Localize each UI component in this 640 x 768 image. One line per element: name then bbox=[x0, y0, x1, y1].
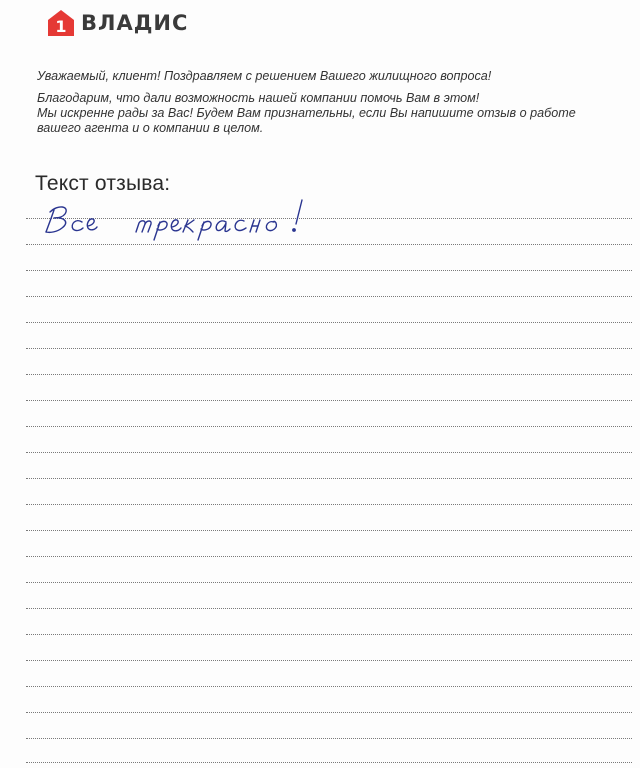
greeting-line: Уважаемый, клиент! Поздравляем с решением Вашего жилищного вопроса! bbox=[37, 69, 492, 83]
ruled-line[interactable] bbox=[26, 582, 632, 583]
ruled-line[interactable] bbox=[26, 322, 632, 323]
intro-line-2: Мы искренне рады за Вас! Будем Вам признательны, если Вы напишите отзыв о работе bbox=[37, 106, 576, 120]
ruled-line[interactable] bbox=[26, 686, 632, 687]
ruled-line[interactable] bbox=[26, 478, 632, 479]
ruled-line[interactable] bbox=[26, 556, 632, 557]
ruled-line[interactable] bbox=[26, 530, 632, 531]
ruled-line[interactable] bbox=[26, 738, 632, 739]
ruled-line[interactable] bbox=[26, 348, 632, 349]
ruled-line[interactable] bbox=[26, 270, 632, 271]
ruled-line[interactable] bbox=[26, 634, 632, 635]
intro-line-1: Благодарим, что дали возможность нашей компании помочь Вам в этом! bbox=[37, 91, 480, 105]
ruled-line[interactable] bbox=[26, 452, 632, 453]
handwritten-review bbox=[40, 196, 360, 246]
intro-line-3: вашего агента и о компании в целом. bbox=[37, 121, 264, 135]
ruled-line[interactable] bbox=[26, 296, 632, 297]
logo-digit: 1 bbox=[55, 17, 67, 36]
ruled-line[interactable] bbox=[26, 608, 632, 609]
ruled-line[interactable] bbox=[26, 660, 632, 661]
ruled-line[interactable] bbox=[26, 400, 632, 401]
review-heading: Текст отзыва: bbox=[35, 172, 171, 195]
ruled-line[interactable] bbox=[26, 504, 632, 505]
ruled-line[interactable] bbox=[26, 374, 632, 375]
ruled-lines bbox=[26, 0, 632, 768]
brand-name: ВЛАДИС bbox=[81, 11, 189, 35]
ruled-line[interactable] bbox=[26, 426, 632, 427]
ruled-line[interactable] bbox=[26, 712, 632, 713]
ruled-line[interactable] bbox=[26, 762, 632, 763]
